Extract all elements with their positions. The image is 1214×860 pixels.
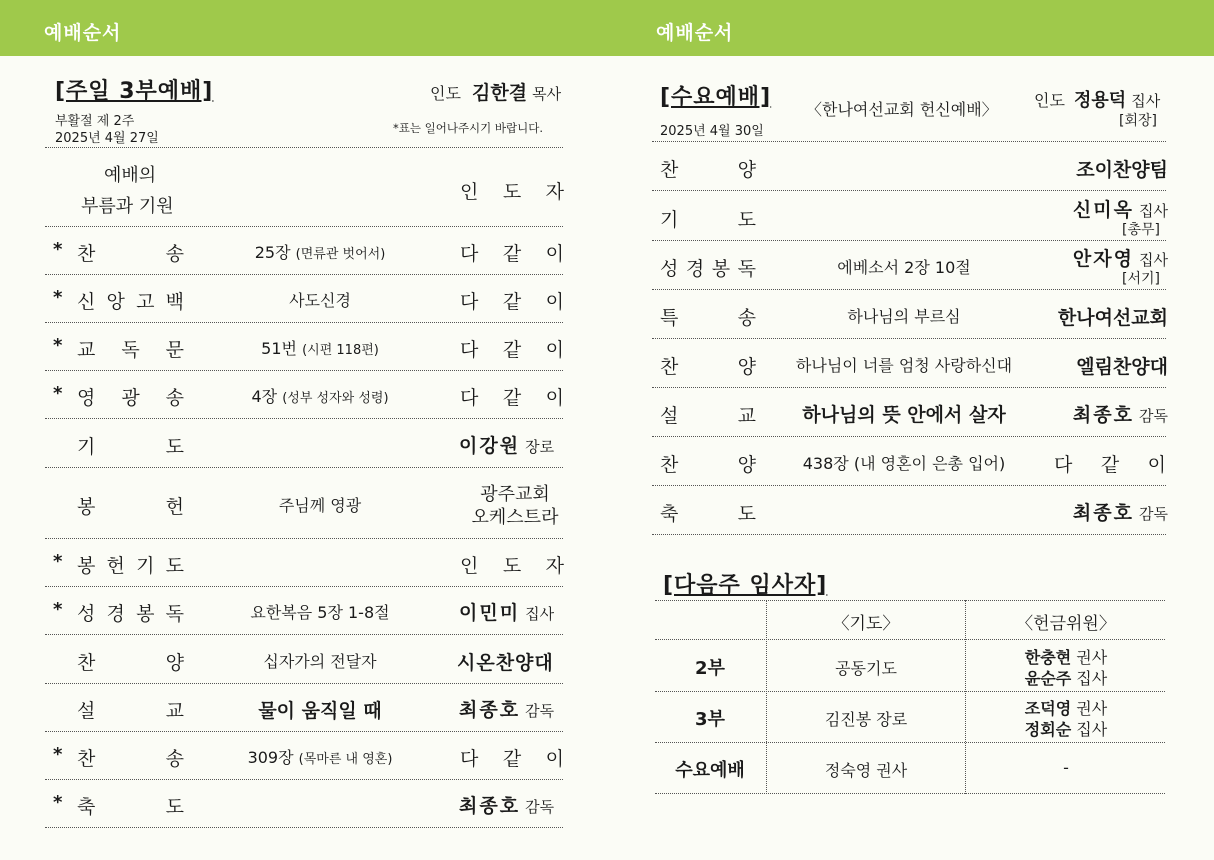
sunday-row: [45, 780, 565, 828]
row-label: [77, 335, 184, 362]
offering-name: 조덕영: [1024, 699, 1072, 718]
wednesday-row: [652, 290, 1168, 339]
prayer-person: 정숙영 권사: [824, 760, 908, 780]
row-label-char: 찬: [77, 748, 96, 770]
content-main: 51번: [261, 339, 297, 358]
row-person-char: 자: [545, 555, 564, 577]
divider: [655, 600, 1165, 601]
required-stand-mark: *: [53, 551, 63, 572]
person-role: 감독: [525, 798, 555, 816]
row-person: [1052, 195, 1168, 222]
table-row: [655, 691, 1167, 742]
row-label-char: 찬: [77, 651, 96, 674]
call-person: 인 도 자: [460, 181, 564, 203]
person-name: 이민미: [459, 602, 521, 624]
row-person-char: 같: [502, 291, 522, 313]
offering-name: 정회순: [1024, 720, 1072, 739]
row-label-char: 신: [77, 291, 96, 313]
row-person: [459, 791, 569, 818]
sunday-row: [45, 323, 565, 371]
sunday-season: 부활절 제 2주: [55, 114, 135, 129]
row-content: [185, 384, 455, 407]
row-label-char: 양: [737, 355, 756, 378]
wednesday-row: [652, 192, 1168, 241]
content-main: 4장: [251, 387, 278, 406]
offering-role: 권사: [1076, 648, 1108, 667]
row-label-char: 도: [737, 208, 756, 231]
row-person-char: 이: [545, 243, 564, 265]
sunday-row: [45, 684, 565, 732]
right-header-title: 예배순서: [656, 22, 734, 44]
required-stand-mark: *: [53, 599, 63, 620]
row-label-char: 도: [165, 555, 184, 577]
header-bar: [0, 0, 1214, 56]
offering-name: 윤순주: [1024, 669, 1072, 688]
row-label: [77, 551, 184, 578]
row-person-name: 시온찬양대: [457, 651, 554, 674]
row-person-char: 인: [460, 555, 479, 577]
row-person-char: 다: [1054, 453, 1073, 476]
row-label-char: 백: [165, 291, 184, 313]
row-person: [460, 287, 564, 314]
divider: [45, 827, 563, 828]
row-label-char: 독: [121, 339, 140, 361]
row-label-char: 경: [106, 603, 125, 625]
row-label-char: 독: [165, 603, 184, 625]
row-person-char: 같: [1100, 453, 1120, 476]
row-label-char: 광: [121, 387, 140, 409]
row-person-name: 한나여선교회: [1057, 306, 1168, 329]
row-person-char: 다: [460, 387, 479, 409]
person-position: [서기]: [1122, 271, 1160, 287]
row-person-char: 다: [460, 339, 479, 361]
row-label-char: 설: [660, 404, 679, 427]
row-label-char: 양: [737, 453, 756, 476]
row-person-line1: 광주교회: [480, 483, 550, 505]
row-person: [459, 431, 569, 458]
col-prayer-header: 〈기도〉: [832, 614, 900, 634]
wednesday-subtitle: 〈한나여선교회 헌신예배〉: [806, 100, 998, 119]
sermon-title: 하나님의 뜻 안에서 살자: [802, 403, 1006, 426]
row-label: [77, 744, 184, 771]
row-content: 하나님이 너를 엄청 사랑하신대: [795, 355, 1013, 375]
required-stand-mark: *: [53, 335, 63, 356]
row-content: 438장 (내 영혼이 은총 입어): [802, 453, 1006, 473]
row-content: [185, 493, 455, 516]
row-person-line2: 오케스트라: [471, 506, 559, 528]
wednesday-row: [652, 437, 1168, 486]
person-name: 최종호: [459, 795, 521, 817]
row-person: [460, 335, 564, 362]
wednesday-row: [652, 142, 1168, 191]
person-role: 감독: [1139, 406, 1168, 425]
row-label-char: 양: [165, 651, 184, 674]
person-name: 안자영: [1072, 248, 1134, 270]
row-person-char: 이: [1147, 453, 1166, 476]
row-person-char: 이: [545, 339, 564, 361]
sunday-row: [45, 635, 565, 684]
content-main: 요한복음 5장 1-8절: [250, 603, 390, 622]
person-role: 장로: [525, 437, 555, 456]
content-detail: (목마른 내 영혼): [298, 752, 393, 767]
col-offering-header: 〈헌금위원〉: [1016, 614, 1116, 634]
offering-name: 한충현: [1024, 648, 1072, 667]
row-label-char: 성: [660, 257, 679, 280]
sunday-row: [45, 371, 565, 419]
divider: [652, 534, 1166, 535]
row-label-char: 송: [737, 306, 756, 329]
next-week-title: [다음주 임사자]: [663, 573, 828, 598]
required-stand-mark: *: [53, 744, 63, 765]
wednesday-date: 2025년 4월 30일: [660, 124, 764, 139]
row-person-char: 같: [502, 339, 522, 361]
row-person: [460, 239, 564, 266]
row-label-char: 경: [685, 257, 705, 280]
content-main: 십자가의 전달자: [263, 651, 377, 671]
content-main: 309장: [247, 748, 294, 767]
row-label: [77, 492, 184, 519]
person-role: 감독: [1139, 504, 1168, 523]
row-label-char: 기: [136, 555, 155, 577]
row-label-char: 교: [165, 700, 184, 722]
required-stand-mark: *: [53, 239, 63, 260]
row-person: [460, 383, 564, 410]
row-label-char: 특: [660, 306, 679, 329]
wednesday-row: [652, 339, 1168, 388]
leader-role: 목사: [532, 85, 562, 103]
row-person: [460, 551, 564, 578]
left-header-title: 예배순서: [44, 22, 122, 44]
offering-role: 집사: [1076, 720, 1108, 739]
row-label-char: 헌: [165, 495, 184, 518]
offering-role: 권사: [1076, 699, 1108, 718]
row-label-char: 도: [165, 435, 184, 458]
person-role: 집사: [525, 605, 555, 623]
required-stand-mark: *: [53, 792, 63, 813]
offering-person: [966, 666, 1166, 689]
person-role: 집사: [1139, 202, 1168, 220]
row-label-char: 문: [165, 339, 184, 361]
row-label-char: 영: [77, 387, 96, 409]
wednesday-row: [652, 241, 1168, 290]
divider: [655, 793, 1165, 794]
row-label-char: 교: [77, 339, 96, 361]
offering-person: [966, 696, 1166, 719]
row-person: [460, 744, 564, 771]
divider: [652, 190, 1166, 191]
row-person-char: 같: [502, 748, 522, 770]
content-main: 25장: [254, 243, 291, 262]
sunday-row: [45, 227, 565, 275]
row-person: [459, 695, 569, 722]
row-person-name: 엘림찬양대: [1076, 355, 1168, 378]
row-person-char: 이: [545, 387, 564, 409]
row-person-char: 다: [460, 291, 479, 313]
row-label-char: 기: [660, 208, 679, 231]
row-label-char: 도: [165, 796, 184, 818]
row-label-char: 앙: [106, 291, 125, 313]
service-name: 2부: [695, 657, 725, 679]
row-label-char: 교: [737, 404, 756, 427]
row-person-char: 이: [545, 291, 564, 313]
row-label: [660, 499, 756, 526]
row-content: [185, 336, 455, 359]
row-person-char: 도: [502, 555, 522, 577]
sunday-row: [45, 468, 565, 539]
row-label: [660, 450, 756, 477]
row-label: [77, 287, 184, 314]
row-person-char: 같: [502, 387, 522, 409]
sermon-title: 물이 움직일 때: [258, 700, 382, 722]
row-content: [185, 240, 455, 263]
row-content: [185, 600, 455, 623]
row-person-char: 같: [502, 243, 522, 265]
row-label-char: 송: [165, 748, 184, 770]
row-label: [660, 303, 756, 330]
row-label: [77, 648, 184, 675]
row-person-char: 다: [460, 748, 479, 770]
offering-role: 집사: [1076, 669, 1108, 688]
row-label-char: 찬: [660, 158, 679, 181]
row-label: [660, 401, 756, 428]
divider: [45, 147, 563, 148]
row-label: [77, 432, 184, 459]
sunday-row: [45, 539, 565, 587]
row-label-char: 찬: [660, 355, 679, 378]
call-line1: 예배의: [104, 165, 157, 186]
row-content: [185, 745, 455, 768]
person-name: 최종호: [459, 699, 521, 721]
row-content: [185, 288, 455, 311]
leader-prefix: 인도: [430, 84, 461, 103]
row-label-char: 봉: [136, 603, 155, 625]
offering-person: [966, 717, 1166, 740]
offering-person: [966, 645, 1166, 668]
call-line2: 부름과 기원: [81, 196, 174, 217]
leader-name: 김한결: [472, 82, 528, 104]
row-person: [1052, 400, 1168, 427]
row-person-char: 이: [545, 748, 564, 770]
row-label: [77, 696, 184, 723]
offering-person: -: [1063, 757, 1069, 777]
row-content: [185, 649, 455, 672]
row-label: [77, 239, 184, 266]
row-label-char: 송: [165, 387, 184, 409]
required-stand-mark: *: [53, 287, 63, 308]
sunday-leader: [430, 78, 561, 105]
row-label-char: 축: [77, 796, 96, 818]
sunday-title: [주일 3부예배]: [55, 79, 214, 104]
row-label: [660, 155, 756, 182]
person-role: 집사: [1139, 251, 1168, 269]
table-row: [655, 742, 1167, 793]
row-label: [660, 352, 756, 379]
stand-note: *표는 일어나주시기 바랍니다.: [393, 121, 544, 135]
wednesday-leader-note: [회장]: [1119, 113, 1157, 129]
row-label-char: 기: [77, 435, 96, 458]
row-label-char: 찬: [660, 453, 679, 476]
wednesday-title: [수요예배]: [660, 85, 772, 110]
person-name: 신미옥: [1072, 199, 1134, 221]
person-role: 감독: [525, 702, 555, 720]
prayer-person: 김진봉 장로: [824, 709, 908, 729]
content-detail: (시편 118편): [302, 343, 379, 358]
row-label-char: 성: [77, 603, 96, 625]
wednesday-row: [652, 388, 1168, 437]
row-label-char: 양: [737, 158, 756, 181]
row-content: 에베소서 2장 10절: [837, 257, 971, 277]
row-label: [77, 383, 184, 410]
row-person: [459, 598, 569, 625]
row-label-char: 독: [737, 257, 756, 280]
row-label-char: 설: [77, 700, 96, 722]
required-stand-mark: *: [53, 383, 63, 404]
row-label-char: 찬: [77, 243, 96, 265]
content-main: 주님께 영광: [278, 495, 362, 515]
sunday-row: [45, 275, 565, 323]
table-row: [655, 640, 1167, 691]
row-label-char: 봉: [711, 257, 731, 280]
row-label-char: 송: [165, 243, 184, 265]
sunday-row: [45, 419, 565, 468]
prayer-person: 공동기도: [835, 658, 897, 678]
person-name: 최종호: [1072, 501, 1134, 524]
content-detail: (성부 성자와 성령): [282, 391, 389, 406]
person-name: 최종호: [1072, 403, 1134, 426]
row-person: [1052, 244, 1168, 271]
sunday-row: [45, 732, 565, 780]
content-detail: (면류관 벗어서): [295, 247, 386, 262]
row-person: [1054, 450, 1166, 477]
person-name: 이강원: [459, 434, 521, 457]
row-label: [77, 792, 184, 819]
service-name: 3부: [695, 708, 725, 730]
row-person-char: 다: [460, 243, 479, 265]
sunday-date: 2025년 4월 27일: [55, 131, 159, 146]
wednesday-row: [652, 486, 1168, 535]
content-main: 사도신경: [289, 291, 351, 310]
row-content: 하나님의 부르심: [847, 306, 961, 326]
person-position: [총무]: [1122, 222, 1160, 238]
service-name: 수요예배: [675, 759, 745, 781]
row-label-char: 고: [136, 291, 155, 313]
row-label: [660, 254, 756, 281]
row-label: [660, 205, 756, 232]
row-label-char: 도: [737, 502, 756, 525]
row-label-char: 봉: [77, 555, 96, 577]
row-label-char: 헌: [106, 555, 125, 577]
row-label: [77, 599, 184, 626]
wednesday-leader: 인도 정용덕 집사: [1034, 90, 1161, 111]
row-person-name: 조이찬양팀: [1076, 158, 1168, 181]
row-label-char: 봉: [77, 495, 96, 518]
row-label-char: 축: [660, 502, 679, 525]
row-person: [1052, 498, 1168, 525]
sunday-row: [45, 587, 565, 635]
